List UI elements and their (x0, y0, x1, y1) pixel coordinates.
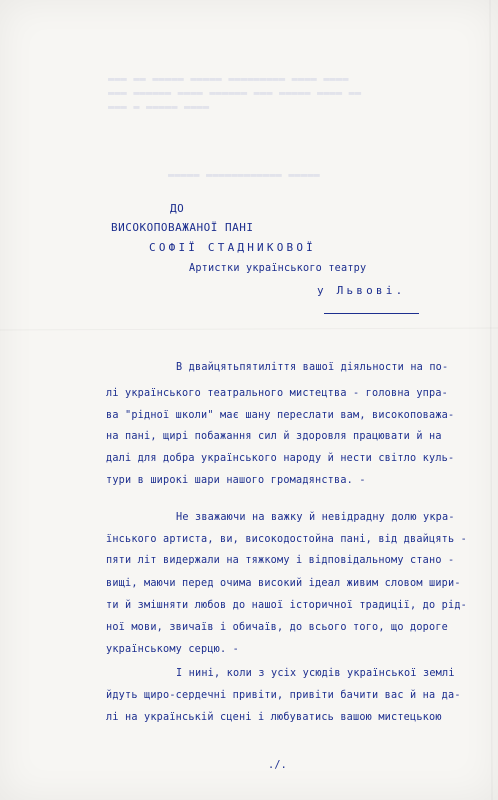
body-line: далі для добра українського народу й нести світло куль- (106, 453, 455, 464)
body-line: їнського артиста, ви, високодостойна пані, від двайцять - (106, 534, 468, 545)
bleed-through-text: ▬▬▬ ▬ ▬▬▬▬▬ ▬▬▬▬ (108, 102, 210, 113)
bleed-through-text: ▬▬▬ ▬▬▬▬▬▬ ▬▬▬▬ ▬▬▬▬▬▬ ▬▬▬ ▬▬▬▬▬ ▬▬▬▬ ▬▬ (108, 88, 362, 99)
to-label: ДО (170, 202, 185, 215)
bleed-through-text: ▬▬▬▬▬ ▬▬▬▬▬▬▬▬▬▬▬▬ ▬▬▬▬▬ (168, 170, 321, 181)
body-line: І нині, коли з усіх усюдів української землі (176, 668, 455, 679)
addressee-city: у Львові. (317, 284, 406, 297)
body-line: українському серцю. - (106, 644, 240, 655)
body-line: ти й змішняти любов до нашої історичної традиції, до рід- (106, 600, 468, 611)
city-underline (324, 313, 419, 314)
body-line: на пані, щирі побажання сил й здоровля працювати й на (106, 431, 442, 442)
body-line: лі на українській сцені і любуватись вашою мистецькою (106, 712, 442, 723)
body-line: ва "рідної школи" має шану переслати вам, високоповажа- (106, 410, 455, 421)
addressee-title: Артистки українського театру (189, 263, 367, 274)
body-line: В двайцятьпятиліття вашої діяльности на по- (176, 362, 449, 373)
addressee-name: СОФІЇ СТАДНИКОВОЇ (149, 241, 316, 254)
page-continuation-mark: ./. (268, 760, 288, 771)
addressee-line: ВИСОКОПОВАЖАНОЇ ПАНІ (111, 221, 254, 234)
body-line: Не зважаючи на важку й невідрадну долю укра- (176, 512, 455, 523)
body-line: пяти літ видержали на тяжкому і відповідальному стано - (106, 555, 455, 566)
body-line: вищі, маючи перед очима високий ідеал живим словом шири- (106, 578, 461, 589)
body-line: ної мови, звичаїв і обичаїв, до всього того, що дороге (106, 622, 449, 633)
body-line: йдуть щиро-сердечні привіти, привіти бачити вас й на да- (106, 690, 461, 701)
body-line: тури в широкі шари нашого громадянства. - (106, 475, 366, 486)
bleed-through-text: ▬▬▬ ▬▬ ▬▬▬▬▬ ▬▬▬▬▬ ▬▬▬▬▬▬▬▬▬ ▬▬▬▬ ▬▬▬▬ (108, 74, 349, 85)
body-line: лі українського театрального мистецтва - головна упра- (106, 388, 449, 399)
